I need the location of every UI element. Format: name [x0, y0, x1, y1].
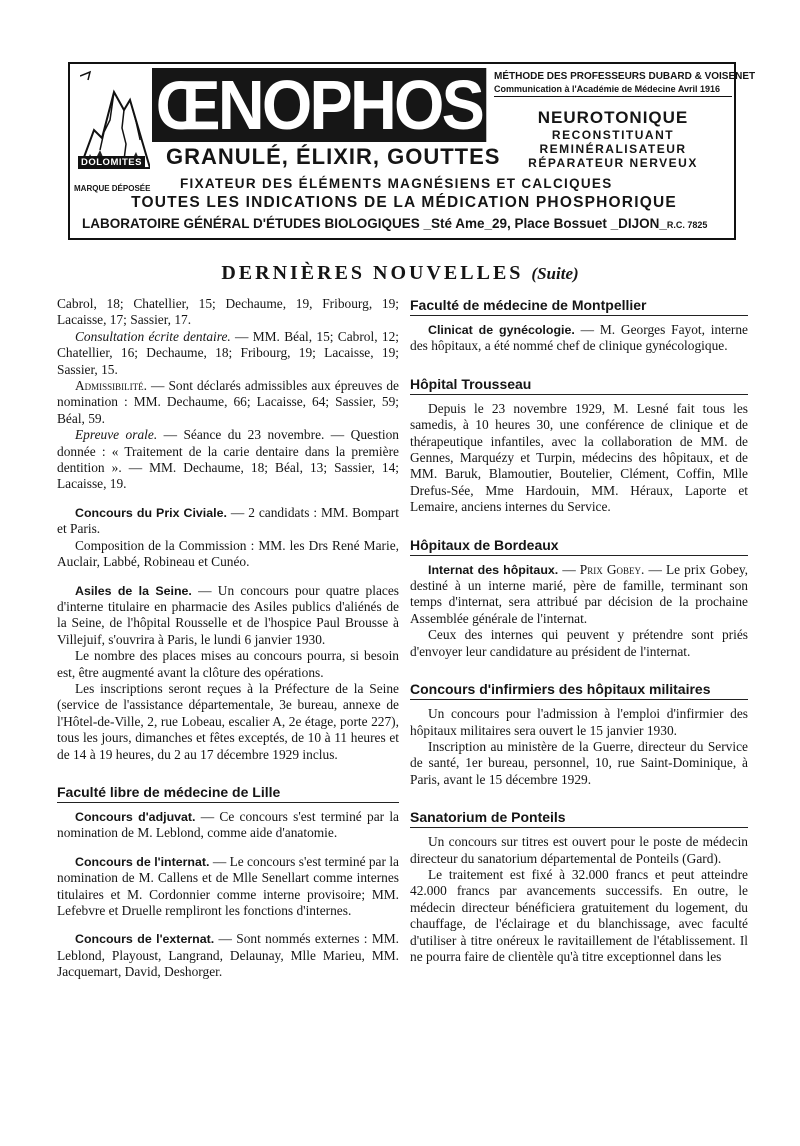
paragraph — [57, 505, 399, 538]
paragraph-text: — Séance du 23 novembre. — Question donnée : « Traitement de la carie dentaire dans la première dentition ». — MM. Dechaume, 18; Béal, 13; Sassier, 14; Lacaisse, 19. — [57, 427, 399, 492]
page-title-suffix: (Suite) — [531, 264, 579, 283]
run-in-heading: Clinicat de gynécologie. — [428, 323, 575, 337]
brand-name: ŒNOPHOS — [152, 68, 486, 142]
logo-label: DOLOMITES — [78, 156, 145, 169]
paragraph-text: — 2 candidats : MM. Bompart et Paris. — [57, 504, 399, 537]
paragraph-text: — MM. Béal, 15; Cabrol, 12; Chatellier, 16; Dechaume, 18; Fribourg, 19; Lacaisse, 19; Sassier, 15. — [57, 328, 399, 377]
page-title-main: DERNIÈRES NOUVELLES — [221, 262, 524, 284]
laboratory-line — [82, 216, 707, 231]
paragraph: Depuis le 23 novembre 1929, M. Lesné fait tous les samedis, à 10 heures 30, une conférence de clinique et de thérapeutique infantiles, avec la collaboration de MM. de Gennes, Marquézy et Turpin, médecins des hôpitaux, et de MM. Baruk, Blamoutier, Boutelier, Clément, Coffin, Mlle Drefus-Sée, Mme Hardouin, MM. Héraux, Laporte et Lemaire, anciens internes du Service. — [410, 400, 748, 515]
trademark-text: MARQUE DÉPOSÉE — [74, 184, 151, 193]
paragraph — [57, 583, 399, 649]
paragraph — [57, 329, 399, 378]
quality-reparateur: RÉPARATEUR NERVEUX — [528, 156, 698, 170]
paragraph: Composition de la Commission : MM. les Drs René Marie, Auclair, Labbé, Robineau et Cunéo. — [57, 537, 399, 570]
run-in-heading: Asiles de la Seine. — [75, 583, 192, 598]
paragraph: Un concours pour l'admission à l'emploi d'infirmier des hôpitaux militaires sera ouvert le 15 janvier 1930. — [410, 706, 748, 738]
section-heading-montpellier: Faculté de médecine de Montpellier — [410, 296, 748, 316]
paragraph-text: — Un concours pour quatre places d'interne titulaire en pharmacie des Asiles publics d'aliénés de la Seine, de l'hôpital Rousselle et de l'hospice Paul Brousse à Villejuif, s'ouvrira à Paris, le lundi 6 janvier 1930. — [57, 582, 399, 647]
paragraph-text: — Sont déclarés admissibles aux épreuves de nomination : MM. Dechaume, 66; Lacaisse, 64; Sassier, 59; Béal, 59. — [57, 378, 399, 426]
section-heading-lille: Faculté libre de médecine de Lille — [57, 783, 399, 803]
run-in-heading: Concours du Prix Civiale. — [75, 505, 227, 520]
paragraph: Ceux des internes qui peuvent y prétendre sont priés d'envoyer leur candidature au président de l'internat. — [410, 627, 748, 659]
left-column — [57, 296, 399, 981]
paragraph-text: — Ce concours s'est terminé par la nomination de M. Leblond, comme aide d'anatomie. — [57, 808, 400, 841]
quality-reconstituant: RECONSTITUANT — [551, 128, 675, 142]
paragraph: Le traitement est fixé à 32.000 francs et peut atteindre 42.000 francs par avancements successifs. En outre, le médecin directeur bénéficiera gratuitement du logement, du chauffage, de l'éclairage et du blanchissage, avec faculté d'utiliser à titre onéreux le ravitaillement de l'établissement. Il ne pourra faire de clientèle qu'à titre exceptionnel dans les — [410, 866, 748, 964]
paragraph — [57, 854, 399, 920]
quality-neurotonique: NEUROTONIQUE — [537, 108, 689, 127]
paragraph — [410, 322, 748, 355]
run-in-label: Admissibilité. — [75, 378, 148, 394]
run-in-label: Consultation écrite dentaire. — [75, 328, 231, 344]
laboratory-address: LABORATOIRE GÉNÉRAL D'ÉTUDES BIOLOGIQUES _Sté Ame_29, Place Bossuet _DIJON_ — [82, 216, 667, 231]
paragraph-text: — Le prix Gobey, destiné à un interne marié, père de famille, terminant son temps d'internat, sera attribué par décision de la prochaine Assemblée générale de l'internat. — [410, 561, 748, 626]
paragraph: Cabrol, 18; Chatellier, 15; Dechaume, 19, Fribourg, 19; Lacaisse, 17; Sassier, 17. — [57, 296, 399, 328]
indications-line: TOUTES LES INDICATIONS DE LA MÉDICATION PHOSPHORIQUE — [131, 194, 677, 211]
paragraph: Inscription au ministère de la Guerre, directeur du Service de santé, 1er bureau, personnel, 10, rue Saint-Dominique, à Paris, avant le 15 décembre 1929. — [410, 738, 748, 787]
run-in-heading: Concours de l'externat. — [75, 932, 215, 947]
product-forms: GRANULÉ, ÉLIXIR, GOUTTES — [166, 144, 501, 169]
advertisement-box — [68, 62, 756, 240]
run-in-heading: Concours d'adjuvat. — [75, 809, 196, 824]
paragraph — [57, 427, 399, 493]
section-heading-militaires: Concours d'infirmiers des hôpitaux militaires — [410, 680, 748, 700]
quality-remineralisateur: REMINÉRALISATEUR — [539, 142, 687, 156]
section-heading-trousseau: Hôpital Trousseau — [410, 375, 748, 395]
paragraph: Les inscriptions seront reçues à la Préfecture de la Seine (service de l'assistance départementale, 3e bureau, annexe de l'Hôtel-de-Ville, 2, rue Lobeau, escalier A, 2e étage, porte 227), tous les jours, dimanches et fêtes exceptés, de 10 à 11 heures et de 14 à 19 heures, du 2 au 17 décembre 1929 inclus. — [57, 680, 399, 762]
method-line-2: Communication à l'Académie de Médecine Avril 1916 — [494, 84, 721, 94]
page-title — [0, 262, 800, 285]
paragraph — [57, 378, 399, 427]
paragraph — [410, 562, 748, 628]
prize-name: — Prix Gobey. — [558, 561, 645, 577]
right-column — [410, 296, 748, 965]
run-in-label: Epreuve orale. — [75, 427, 158, 443]
paragraph: Un concours sur titres est ouvert pour le poste de médecin directeur du sanatorium départemental de Ponteils (Gard). — [410, 834, 748, 866]
method-line-1: MÉTHODE DES PROFESSEURS DUBARD & VOISENET — [494, 71, 756, 82]
rc-number: R.C. 7825 — [666, 220, 708, 230]
section-heading-bordeaux: Hôpitaux de Bordeaux — [410, 536, 748, 556]
paragraph-text: — Le concours s'est terminé par la nomination de M. Callens et de Mlle Senellart comme internes titulaires et M. Cordonnier comme interne provisoire; MM. Lefebvre et Druelle rempliront les fonctions d'internes. — [57, 853, 399, 918]
method-note — [494, 70, 756, 97]
paragraph-text: — M. Georges Fayot, interne des hôpitaux, a été nommé chef de clinique gynécologique. — [410, 322, 748, 354]
run-in-heading: Internat des hôpitaux. — [428, 562, 559, 577]
paragraph-text: — Sont nommés externes : MM. Leblond, Playoust, Langrand, Delaunay, Mlle Marieu, MM. Jacquemart, David, Deshorger. — [57, 931, 399, 980]
section-heading-ponteils: Sanatorium de Ponteils — [410, 808, 748, 828]
paragraph — [57, 809, 399, 842]
paragraph: Le nombre des places mises au concours pourra, si besoin est, être augmenté avant la clôture des opérations. — [57, 648, 399, 680]
paragraph — [57, 931, 399, 980]
fixateur-line: FIXATEUR DES ÉLÉMENTS MAGNÉSIENS ET CALCIQUES — [180, 176, 613, 191]
run-in-heading: Concours de l'internat. — [75, 854, 210, 869]
product-qualities — [494, 108, 732, 170]
